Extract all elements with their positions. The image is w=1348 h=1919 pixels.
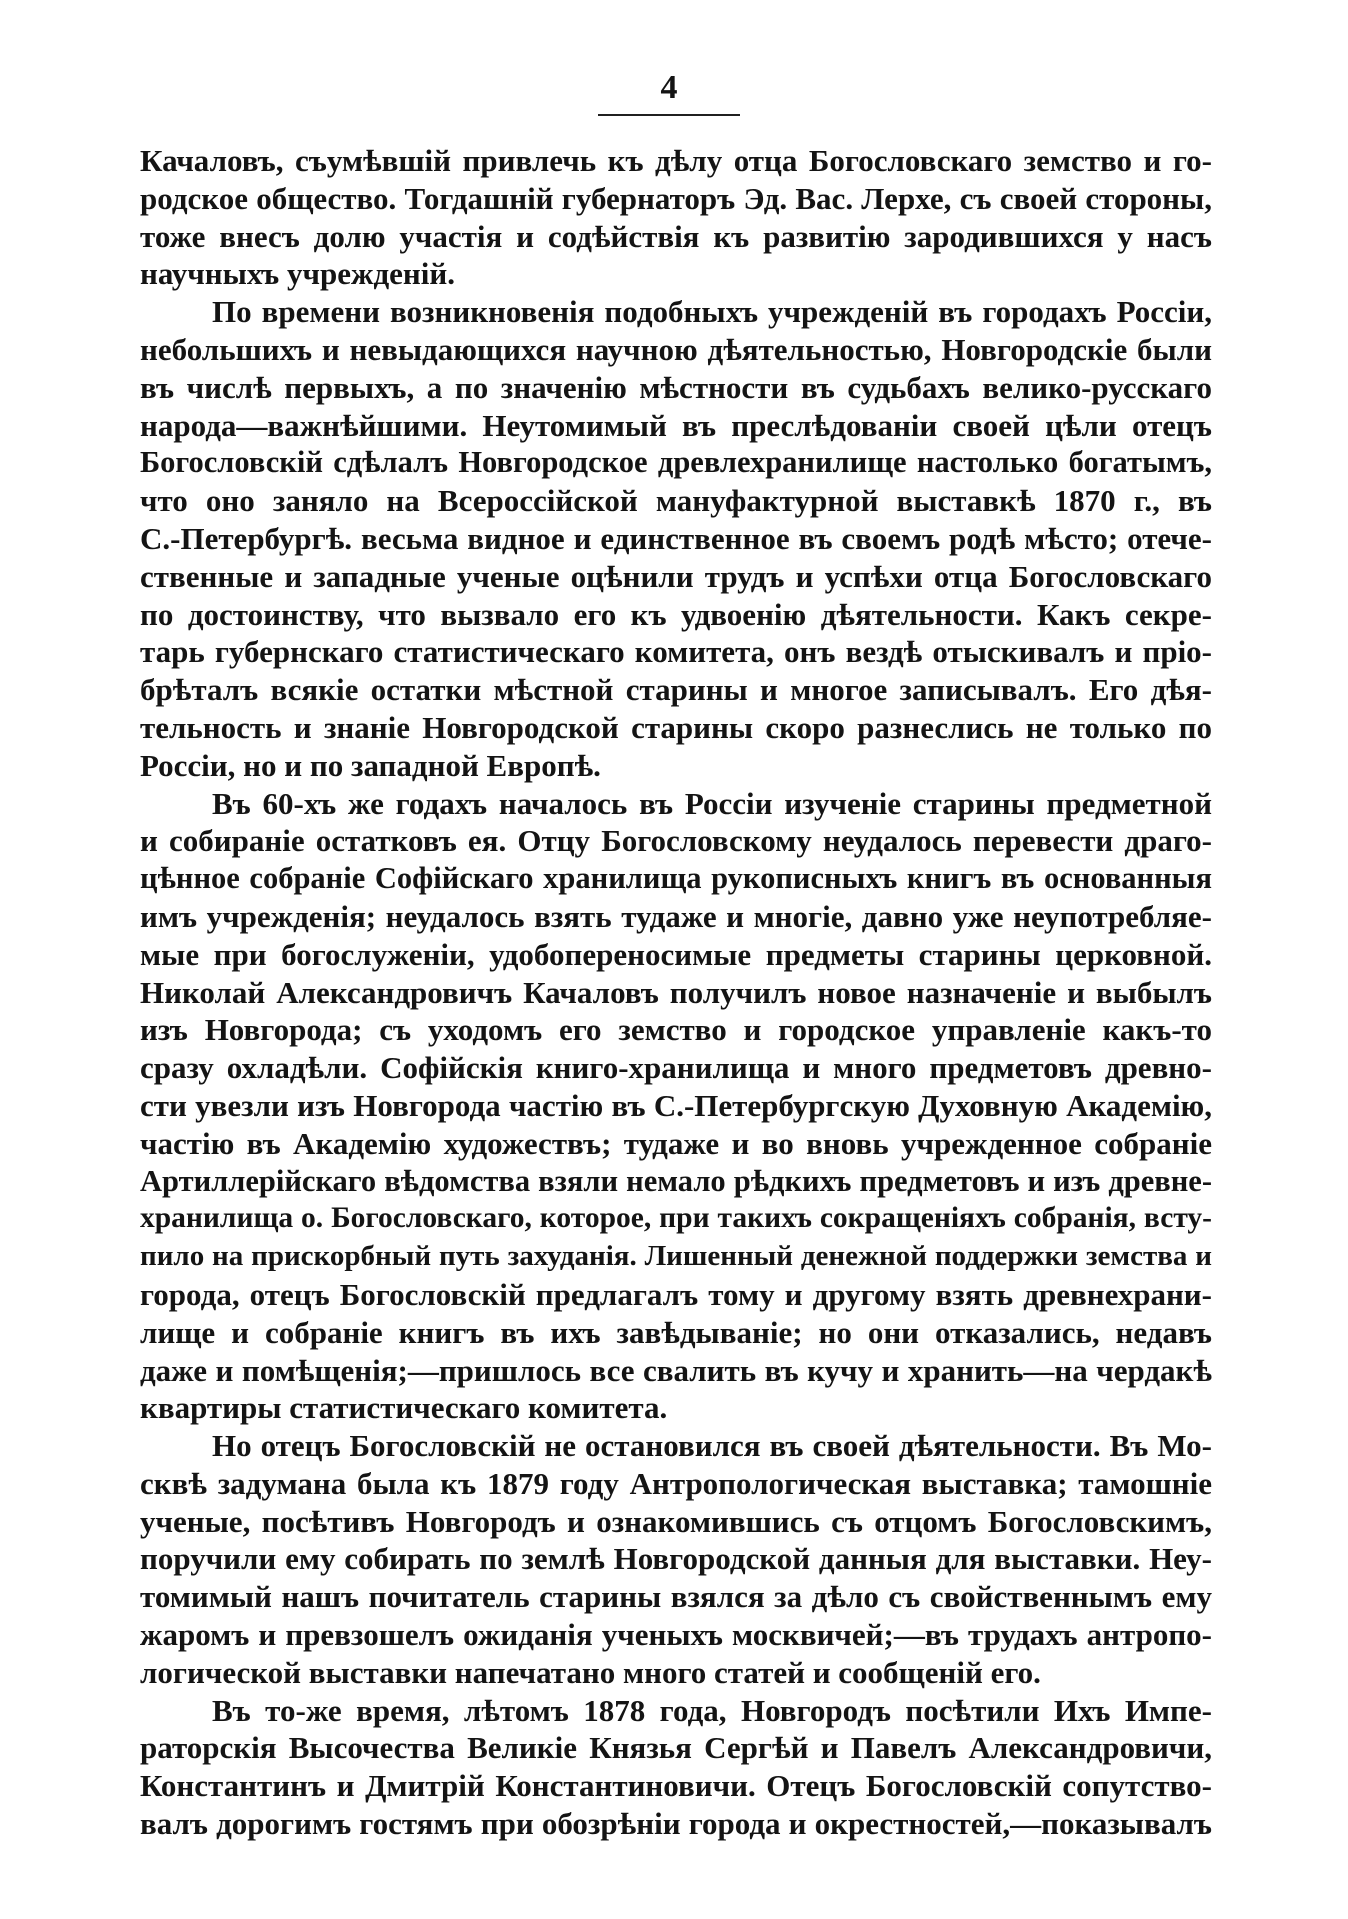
text-line: По времени возникновенія подобныхъ учрежденій въ городахъ Россіи,	[212, 294, 1212, 330]
text-line: цѣнное собраніе Софійскаго хранилища рукописныхъ книгъ въ основанныя	[140, 861, 1212, 896]
page-number-rule	[598, 114, 740, 116]
text-line: Константинъ и Дмитрій Константиновичи. Отецъ Богословскій сопутство-	[140, 1768, 1212, 1804]
text-line: по достоинству, что вызвало его къ удвоенію дѣятельности. Какъ секре-	[140, 596, 1212, 632]
text-line: хранилища о. Богословскаго, которое, при такихъ сокращеніяхъ собранія, всту-	[140, 1202, 1212, 1235]
text-line: небольшихъ и невыдающихся научною дѣятельностью, Новгородскіе были	[140, 331, 1212, 367]
text-line: Россіи, но и по западной Европѣ.	[140, 747, 601, 783]
text-line: валъ дорогимъ гостямъ при обозрѣніи города и окрестностей,—показывалъ	[140, 1806, 1212, 1842]
text-line: Въ 60-хъ же годахъ началось въ Россіи изученіе старины предметной	[212, 785, 1212, 821]
text-line: Богословскій сдѣлалъ Новгородское древлехранилище настолько богатымъ,	[140, 445, 1212, 480]
text-line: изъ Новгорода; съ уходомъ его земство и городское управленіе какъ-то	[140, 1012, 1212, 1048]
text-line: даже и помѣщенія;—пришлось все свалить въ кучу и хранить—на чердакѣ	[140, 1352, 1212, 1388]
text-line: тарь губернскаго статистическаго комитета, онъ вездѣ отыскивалъ и прio-	[140, 634, 1212, 670]
text-line: С.-Петербургѣ. весьма видное и единственное въ своемъ родѣ мѣсто; отече-	[140, 520, 1212, 556]
text-line: Но отецъ Богословскій не остановился въ своей дѣятельности. Въ Мо-	[212, 1428, 1212, 1464]
text-line: логической выставки напечатано много статей и сообщеній его.	[140, 1654, 1041, 1690]
text-line: ственные и западные ученые оцѣнили трудъ и успѣхи отца Богословскаго	[140, 558, 1212, 594]
text-line: пило на прискорбный путь захуданія. Лишенный денежной поддержки земства и	[140, 1240, 1212, 1273]
text-line: родское общество. Тогдашній губернаторъ Эд. Вас. Лерхе, съ своей стороны,	[140, 180, 1212, 216]
text-line: города, отецъ Богословскій предлагалъ тому и другому взять древнехрани-	[140, 1276, 1212, 1312]
text-line: народа—важнѣйшими. Неутомимый въ преслѣдованіи своей цѣли отецъ	[140, 407, 1212, 443]
text-line: Качаловъ, съумѣвшій привлечь къ дѣлу отца Богословскаго земство и го-	[140, 143, 1212, 178]
text-line: имъ учрежденія; неудалось взять тудаже и многіе, давно уже неупотребляе-	[140, 898, 1212, 934]
text-line: что оно заняло на Всероссійской мануфактурной выставкѣ 1870 г., въ	[140, 483, 1212, 519]
paragraph-4	[140, 1427, 1212, 1692]
text-line: Артиллерійскаго вѣдомства взяли немало рѣдкихъ предметовъ и изъ древне-	[140, 1163, 1212, 1198]
text-line: жаромъ и превзошелъ ожиданія ученыхъ москвичей;—въ трудахъ антропо-	[140, 1617, 1212, 1653]
paragraph-5	[140, 1692, 1212, 1843]
text-line: сти увезли изъ Новгорода частію въ С.-Петербургскую Духовную Академію,	[140, 1087, 1212, 1123]
text-line: тельность и знаніе Новгородской старины скоро разнеслись не только по	[140, 709, 1212, 745]
text-line: томимый нашъ почитатель старины взялся за дѣло съ свойственнымъ ему	[140, 1579, 1212, 1615]
text-line: квартиры статистическаго комитета.	[140, 1390, 668, 1426]
text-line: брѣталъ всякіе остатки мѣстной старины и многое записывалъ. Его дѣя-	[140, 672, 1212, 708]
body-text	[140, 142, 1212, 1843]
paragraph-1	[140, 142, 1212, 293]
text-line: сквѣ задумана была къ 1879 году Антропологическая выставка; тамошніе	[140, 1465, 1212, 1501]
text-line: Николай Александровичъ Качаловъ получилъ новое назначеніе и выбылъ	[140, 974, 1212, 1010]
text-line: ученые, посѣтивъ Новгородъ и ознакомившись съ отцомъ Богословскимъ,	[140, 1503, 1212, 1539]
text-line: поручили ему собирать по землѣ Новгородской данныя для выставки. Неу-	[140, 1541, 1212, 1577]
text-line: научныхъ учрежденій.	[140, 256, 455, 292]
text-line: раторскія Высочества Великіе Князья Сергѣй и Павелъ Александровичи,	[140, 1730, 1212, 1766]
page-number: 4	[660, 69, 678, 106]
text-line: частію въ Академію художествъ; тудаже и во вновь учрежденное собраніе	[140, 1125, 1212, 1161]
paragraph-2	[140, 293, 1212, 784]
text-line: мые при богослуженіи, удобопереносимые предметы старины церковной.	[140, 936, 1212, 972]
paragraph-3	[140, 785, 1212, 1428]
text-line: тоже внесъ долю участія и содѣйствія къ развитію зародившихся у насъ	[140, 218, 1212, 254]
text-line: сразу охладѣли. Софійскія книго-хранилища и много предметовъ древно-	[140, 1050, 1212, 1086]
text-line: Въ то-же время, лѣтомъ 1878 года, Новгородъ посѣтили Ихъ Импе-	[212, 1692, 1212, 1728]
text-line: въ числѣ первыхъ, а по значенію мѣстности въ судьбахъ велико-русскаго	[140, 369, 1212, 405]
text-line: и собираніе остатковъ ея. Отцу Богословскому неудалось перевести драго-	[140, 823, 1212, 859]
text-line: лище и собраніе книгъ въ ихъ завѣдываніе; но они отказались, недавъ	[140, 1314, 1212, 1350]
